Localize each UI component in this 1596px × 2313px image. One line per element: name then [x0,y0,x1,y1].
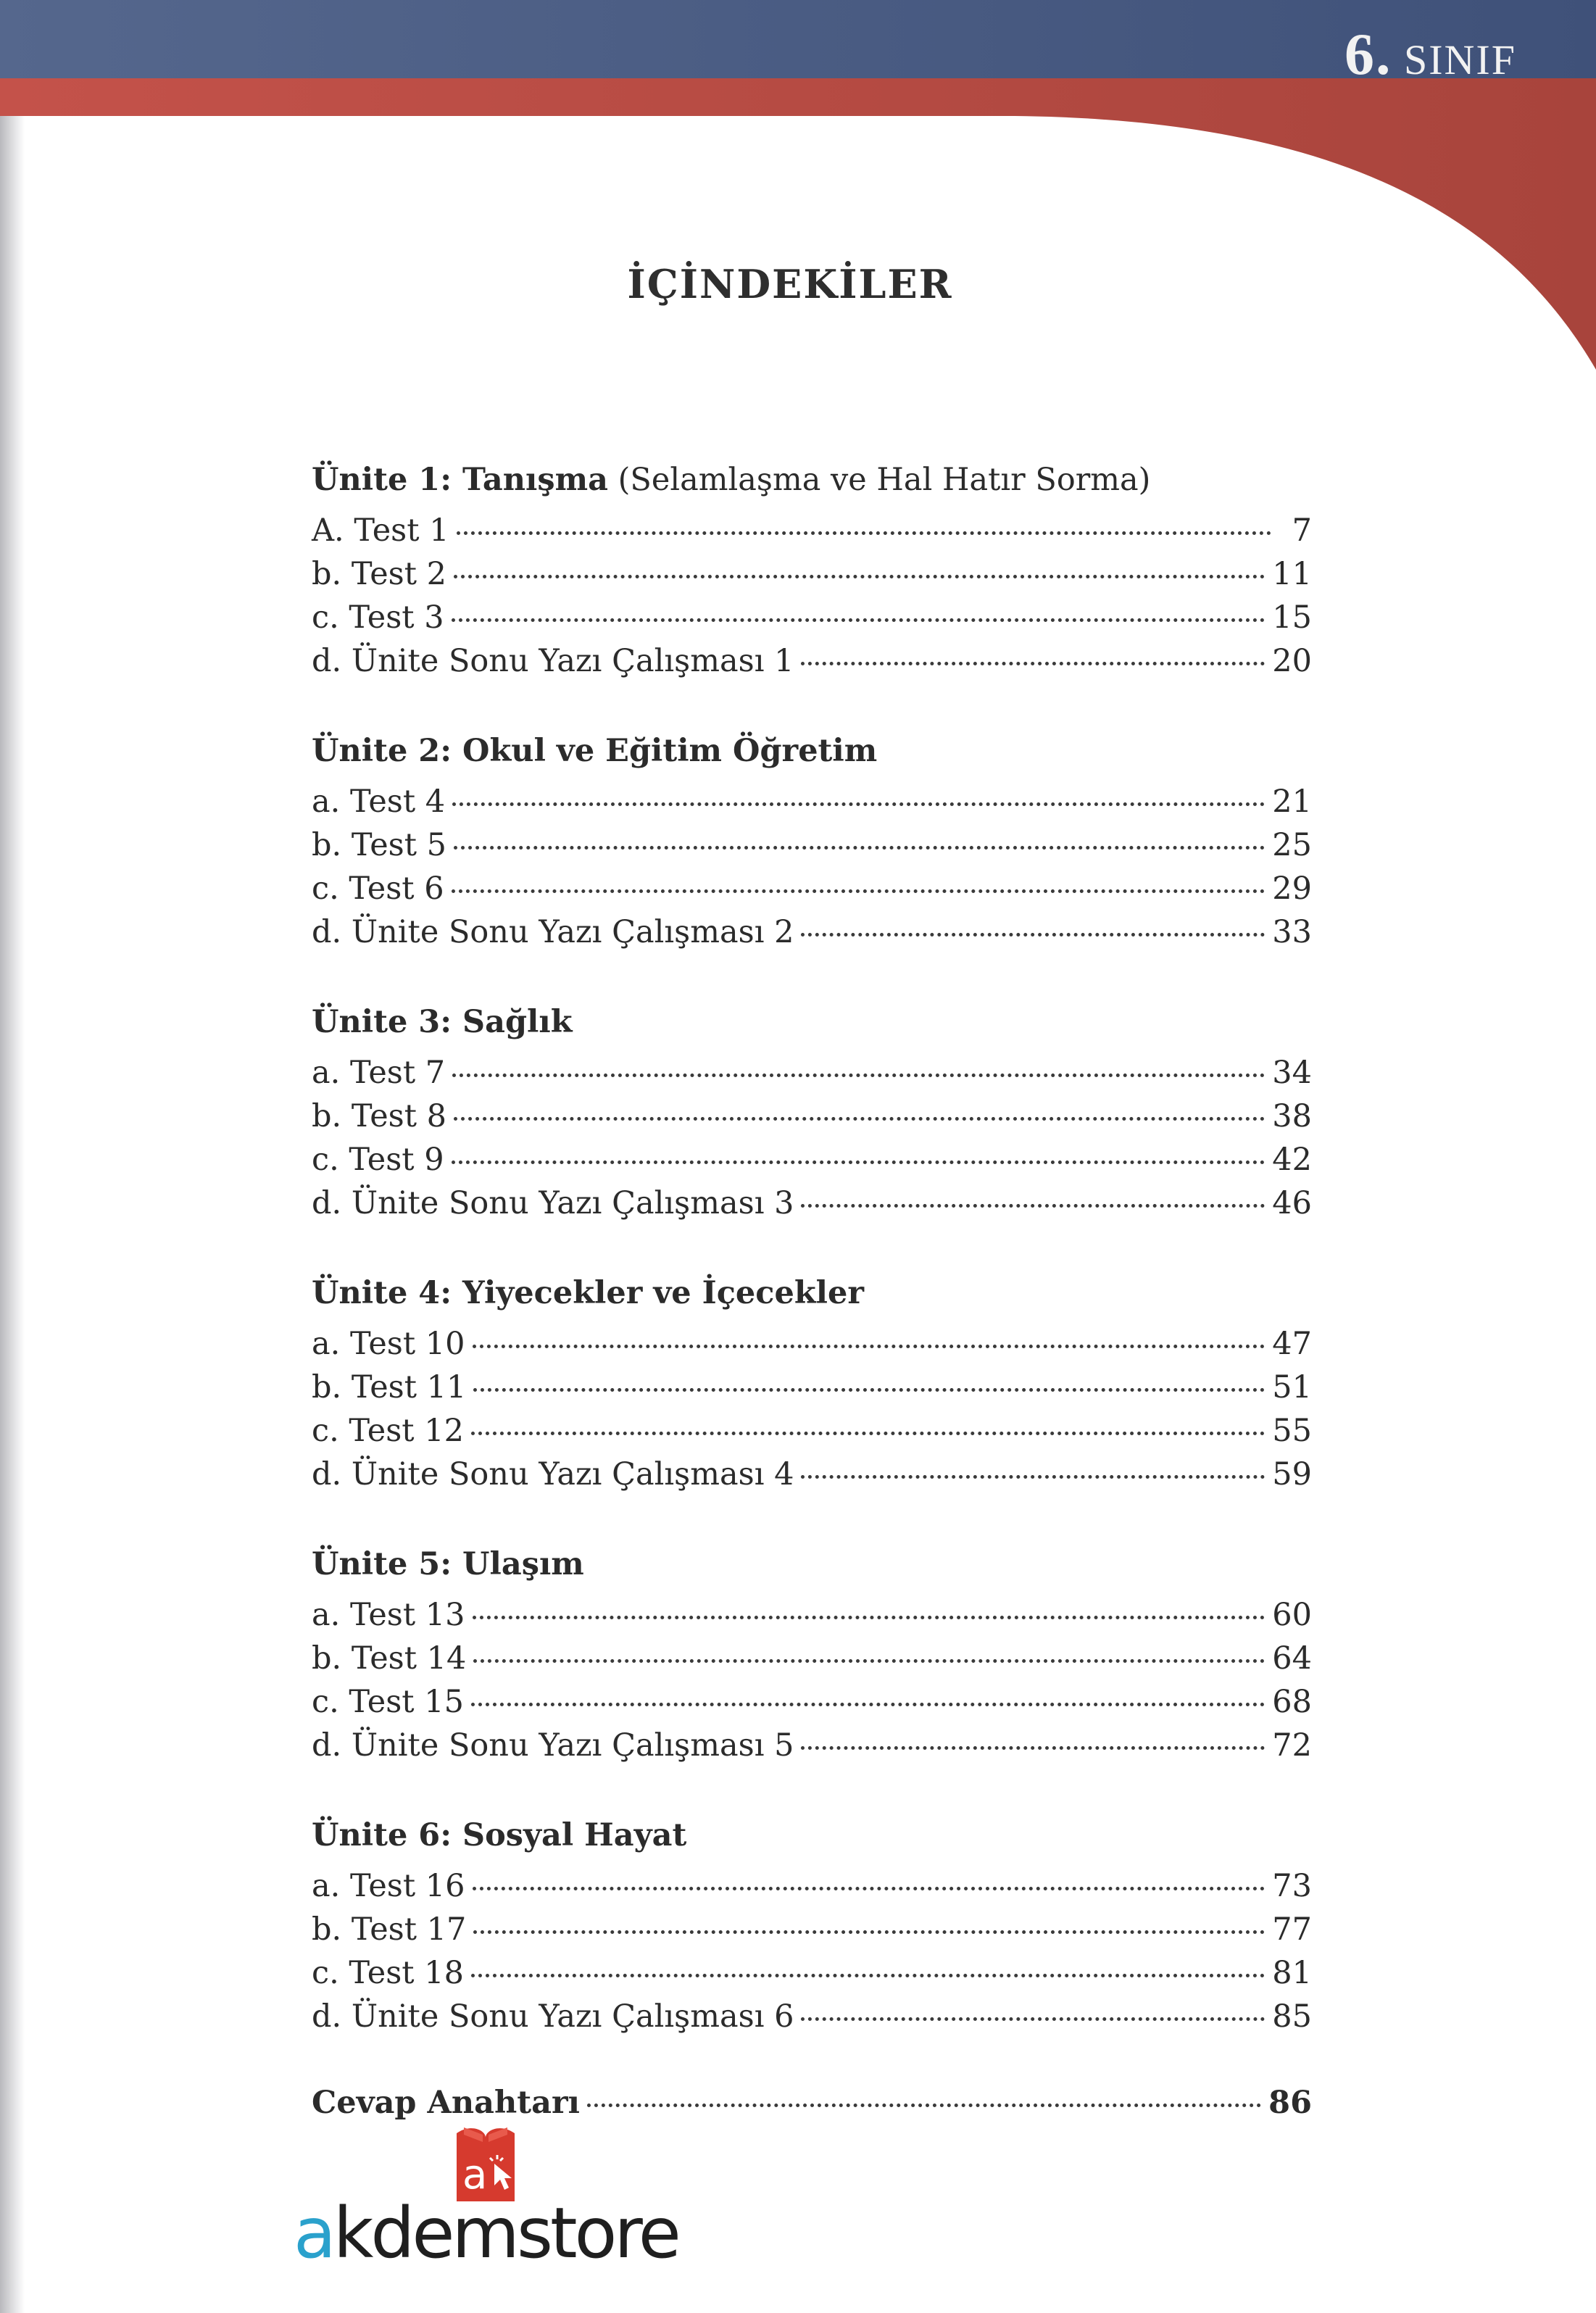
dot-leader [473,1930,1265,1934]
toc-entry[interactable] [312,1095,1312,1138]
unit-title [312,1812,1312,1859]
dot-leader [801,933,1265,937]
toc-entry[interactable] [312,1593,1312,1637]
dot-leader [452,802,1265,806]
unit-title [312,1541,1312,1587]
unit-section-4 [312,1270,1312,1496]
toc-entry-label: a. Test 7 [312,1055,446,1091]
toc-entry-label: a. Test 10 [312,1326,465,1362]
toc-entry[interactable] [312,1908,1312,1951]
toc-entry-page: 25 [1272,827,1312,863]
toc-entry-page: 47 [1272,1326,1312,1362]
logo-text-rest: kdemstore [333,2193,678,2274]
page-title: İÇİNDEKİLER [627,261,953,307]
unit-title [312,457,1312,503]
toc-entry-label: b. Test 2 [312,556,447,592]
toc-entry-page: 64 [1272,1640,1312,1677]
toc-entry-page: 46 [1272,1185,1312,1221]
unit-title-main: Ünite 2: Okul ve Eğitim Öğretim [312,733,878,769]
toc-entry[interactable] [312,1182,1312,1225]
dot-leader [473,1659,1265,1663]
toc-entry[interactable] [312,780,1312,823]
toc-entry-label: b. Test 5 [312,827,447,863]
dot-leader [452,889,1265,893]
toc-entry-label: d. Ünite Sonu Yazı Çalışması 3 [312,1185,794,1221]
toc-entry-page: 55 [1272,1413,1312,1449]
unit-subtitle: (Selamlaşma ve Hal Hatır Sorma) [618,462,1151,498]
toc-entry-label: c. Test 3 [312,599,444,636]
toc-entry[interactable] [312,1680,1312,1724]
unit-title-main: Ünite 6: Sosyal Hayat [312,1817,687,1853]
dot-leader [454,1117,1265,1121]
toc-entry-page: 68 [1272,1684,1312,1720]
toc-entry-label: c. Test 15 [312,1684,464,1720]
unit-title [312,999,1312,1045]
toc-entry-label: b. Test 14 [312,1640,467,1677]
toc-entry-label: d. Ünite Sonu Yazı Çalışması 6 [312,1998,794,2035]
grade-word: SINIF [1403,36,1516,83]
logo-wordmark [294,2193,678,2274]
toc-entry[interactable] [312,910,1312,954]
toc-entry-label: b. Test 17 [312,1911,467,1948]
dot-leader [473,1388,1265,1392]
toc-entry-page: 77 [1272,1911,1312,1948]
toc-entry[interactable] [312,1951,1312,1995]
grade-label [1344,20,1516,88]
toc-entry-page: 21 [1272,784,1312,820]
table-of-contents [312,457,1312,2128]
toc-entry-label: c. Test 6 [312,871,444,907]
toc-entry-page: 59 [1272,1456,1312,1492]
toc-entry[interactable] [312,1366,1312,1409]
toc-entry-label: c. Test 18 [312,1955,464,1991]
unit-title [312,1270,1312,1316]
dot-leader [454,846,1265,850]
unit-title-main: Ünite 3: Sağlık [312,1004,573,1040]
toc-entry-label: A. Test 1 [312,512,449,549]
unit-section-5 [312,1541,1312,1767]
toc-entry-page: 51 [1272,1369,1312,1405]
toc-entry-page: 33 [1272,914,1312,950]
toc-entry-page: 7 [1292,512,1312,549]
dot-leader [471,1703,1265,1706]
dot-leader [587,2104,1261,2107]
toc-entry[interactable] [312,1138,1312,1182]
toc-entry-label: b. Test 8 [312,1098,447,1134]
dot-leader [457,531,1271,535]
toc-entry-label: a. Test 13 [312,1597,465,1633]
unit-section-6 [312,1812,1312,2038]
toc-entry-page: 15 [1272,599,1312,636]
dot-leader [471,1974,1265,1977]
toc-entry[interactable] [312,1724,1312,1767]
unit-title [312,728,1312,774]
toc-entry-page: 29 [1272,871,1312,907]
toc-entry[interactable] [312,1637,1312,1680]
toc-entry[interactable] [312,1322,1312,1366]
unit-title-main: Ünite 5: Ulaşım [312,1546,584,1582]
toc-entry-label: a. Test 16 [312,1868,465,1904]
logo-icon-letter: a [462,2151,488,2198]
unit-title-main: Ünite 4: Yiyecekler ve İçecekler [312,1275,864,1311]
toc-entry-label: d. Ünite Sonu Yazı Çalışması 1 [312,643,794,679]
dot-leader [801,1204,1265,1208]
book-spine-shadow [0,116,25,2313]
toc-entry[interactable] [312,596,1312,639]
toc-entry-page: 20 [1272,643,1312,679]
dot-leader [452,1074,1265,1077]
toc-entry-label: c. Test 12 [312,1413,464,1449]
toc-entry[interactable] [312,823,1312,867]
dot-leader [473,1616,1265,1619]
toc-entry[interactable] [312,1995,1312,2038]
akdemstore-logo [294,2113,699,2272]
dot-leader [801,662,1265,665]
unit-section-2 [312,728,1312,954]
answer-key-label: Cevap Anahtarı [312,2085,580,2121]
toc-entry[interactable] [312,1453,1312,1496]
logo-text-first: a [294,2193,333,2274]
dot-leader [452,618,1265,622]
toc-entry[interactable] [312,552,1312,596]
toc-entry[interactable] [312,1051,1312,1095]
toc-entry-label: b. Test 11 [312,1369,467,1405]
toc-entry[interactable] [312,1864,1312,1908]
toc-entry-page: 11 [1272,556,1312,592]
answer-key-page: 86 [1268,2085,1312,2121]
toc-entry-label: a. Test 4 [312,784,446,820]
toc-entry-label: d. Ünite Sonu Yazı Çalışması 4 [312,1456,794,1492]
toc-entry-page: 85 [1272,1998,1312,2035]
dot-leader [801,2017,1265,2021]
toc-entry-label: d. Ünite Sonu Yazı Çalışması 2 [312,914,794,950]
toc-entry-page: 60 [1272,1597,1312,1633]
toc-entry-label: c. Test 9 [312,1142,444,1178]
toc-entry-page: 72 [1272,1727,1312,1764]
toc-entry-page: 73 [1272,1868,1312,1904]
toc-entry-page: 42 [1272,1142,1312,1178]
dot-leader [452,1160,1265,1164]
unit-title-main: Ünite 1: Tanışma [312,462,608,498]
toc-entry-label: d. Ünite Sonu Yazı Çalışması 5 [312,1727,794,1764]
grade-number: 6. [1344,21,1392,87]
dot-leader [454,575,1265,578]
page-header-banner [0,0,1596,391]
toc-entry[interactable] [312,1409,1312,1453]
toc-entry[interactable] [312,639,1312,683]
toc-entry-page: 38 [1272,1098,1312,1134]
unit-section-1 [312,457,1312,683]
dot-leader [473,1887,1265,1890]
toc-entry-page: 34 [1272,1055,1312,1091]
unit-section-3 [312,999,1312,1225]
book-cart-icon [442,2113,529,2206]
toc-entry[interactable] [312,867,1312,910]
dot-leader [471,1432,1265,1435]
dot-leader [801,1746,1265,1750]
toc-entry[interactable] [312,509,1312,552]
dot-leader [801,1475,1265,1479]
toc-entry-page: 81 [1272,1955,1312,1991]
dot-leader [473,1345,1265,1348]
